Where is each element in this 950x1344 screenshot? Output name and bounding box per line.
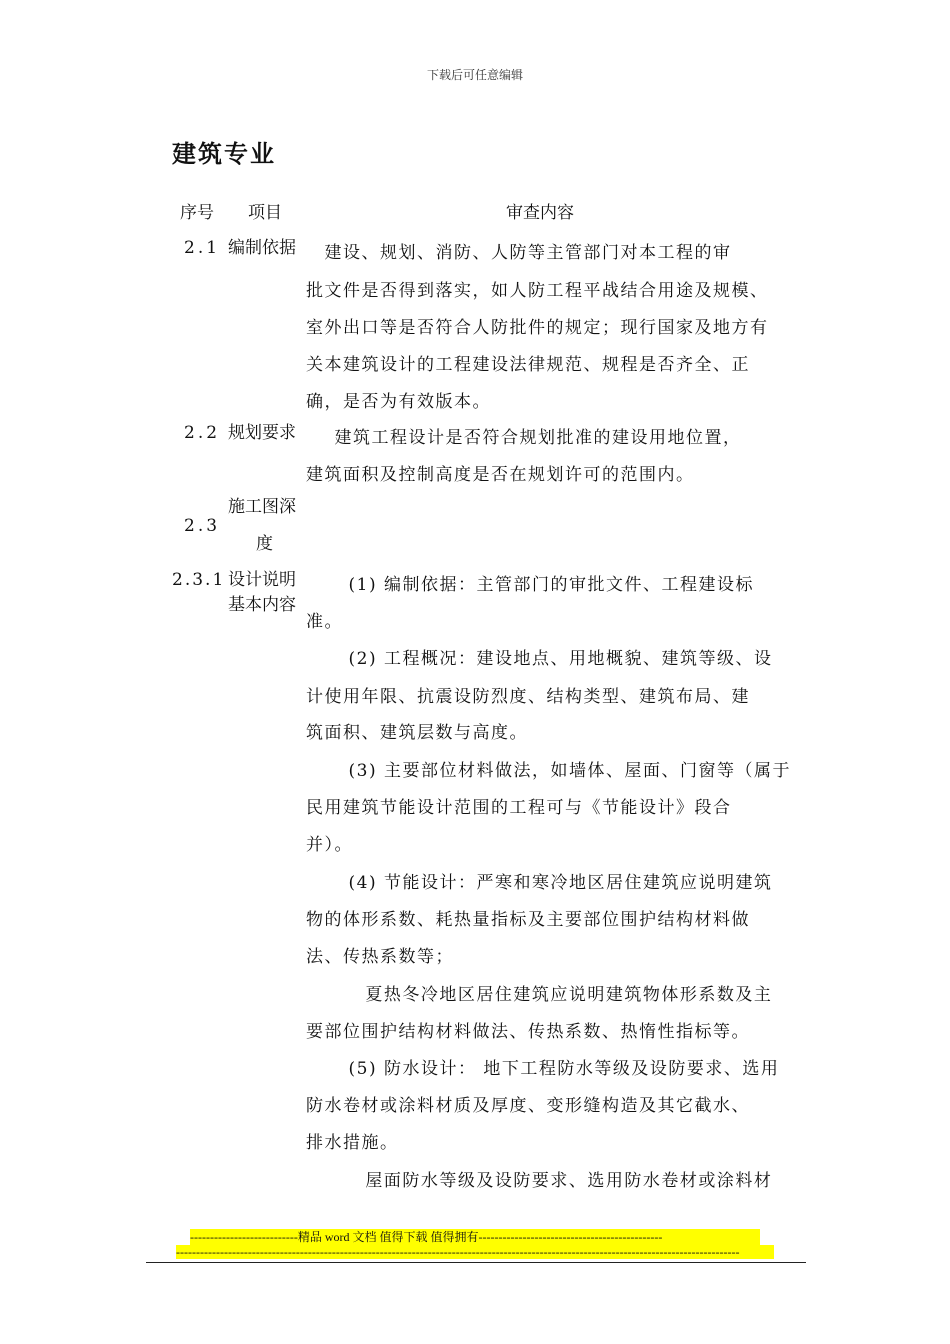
row-item: 度 — [256, 534, 273, 554]
content-line: 要部位围护结构材料做法、传热系数、热惰性指标等。 — [306, 1022, 750, 1042]
row-seq: 2.1 — [184, 238, 221, 258]
content-line: 建筑工程设计是否符合规划批准的建设用地位置， — [316, 428, 742, 448]
row-item: 施工图深 — [228, 497, 296, 517]
row-item: 设计说明 — [228, 570, 296, 590]
content-line: 夏热冬冷地区居住建筑应说明建筑物体形系数及主 — [340, 985, 773, 1005]
content-line: 排水措施。 — [306, 1133, 399, 1153]
row-seq: 2.3.1 — [172, 570, 226, 590]
footer-dashes: --------------------------------------------------------------------------------------------------------------------------------------------- — [176, 1245, 774, 1259]
footer-rule — [146, 1262, 806, 1263]
content-line: (5) 防水设计： 地下工程防水等级及设防要求、选用 — [330, 1059, 780, 1079]
row-seq: 2.3 — [184, 516, 221, 536]
content-line: 建筑面积及控制高度是否在规划许可的范围内。 — [306, 465, 695, 485]
row-item: 基本内容 — [228, 595, 296, 615]
row-seq: 2.2 — [184, 423, 221, 443]
content-line: (1) 编制依据：主管部门的审批文件、工程建设标 — [330, 575, 754, 595]
column-header-content: 审查内容 — [506, 203, 574, 223]
content-line: 法、传热系数等； — [306, 947, 454, 967]
row-item: 编制依据 — [228, 238, 296, 258]
content-line: 民用建筑节能设计范围的工程可与《节能设计》段合 — [306, 798, 732, 818]
row-item: 规划要求 — [228, 423, 296, 443]
column-header-seq: 序号 — [180, 203, 214, 223]
content-line: 准。 — [306, 612, 343, 632]
content-line: 防水卷材或涂料材质及厚度、变形缝构造及其它截水、 — [306, 1096, 750, 1116]
content-line: 建设、规划、消防、人防等主管部门对本工程的审 — [306, 243, 732, 263]
content-line: 屋面防水等级及设防要求、选用防水卷材或涂料材 — [340, 1171, 773, 1191]
column-header-item: 项目 — [248, 203, 282, 223]
content-line: (2) 工程概况：建设地点、用地概貌、建筑等级、设 — [330, 649, 773, 669]
content-line: 关本建筑设计的工程建设法律规范、规程是否齐全、正 — [306, 355, 750, 375]
content-line: (4) 节能设计：严寒和寒冷地区居住建筑应说明建筑 — [330, 873, 773, 893]
content-line: 批文件是否得到落实，如人防工程平战结合用途及规模、 — [306, 281, 769, 301]
footer-banner: ---------------------------精品 word 文档 值得下载 值得拥有---------------------------------------------- — [190, 1229, 760, 1245]
content-line: 计使用年限、抗震设防烈度、结构类型、建筑布局、建 — [306, 687, 750, 707]
content-line: 并）。 — [306, 835, 353, 855]
content-line: 物的体形系数、耗热量指标及主要部位围护结构材料做 — [306, 910, 750, 930]
page-header: 下载后可任意编辑 — [426, 68, 523, 82]
content-line: 确，是否为有效版本。 — [306, 392, 491, 412]
content-line: 室外出口等是否符合人防批件的规定；现行国家及地方有 — [306, 318, 769, 338]
page-title: 建筑专业 — [172, 140, 276, 168]
content-line: 筑面积、建筑层数与高度。 — [306, 723, 528, 743]
content-line: (3) 主要部位材料做法，如墙体、屋面、门窗等（属于 — [330, 761, 791, 781]
